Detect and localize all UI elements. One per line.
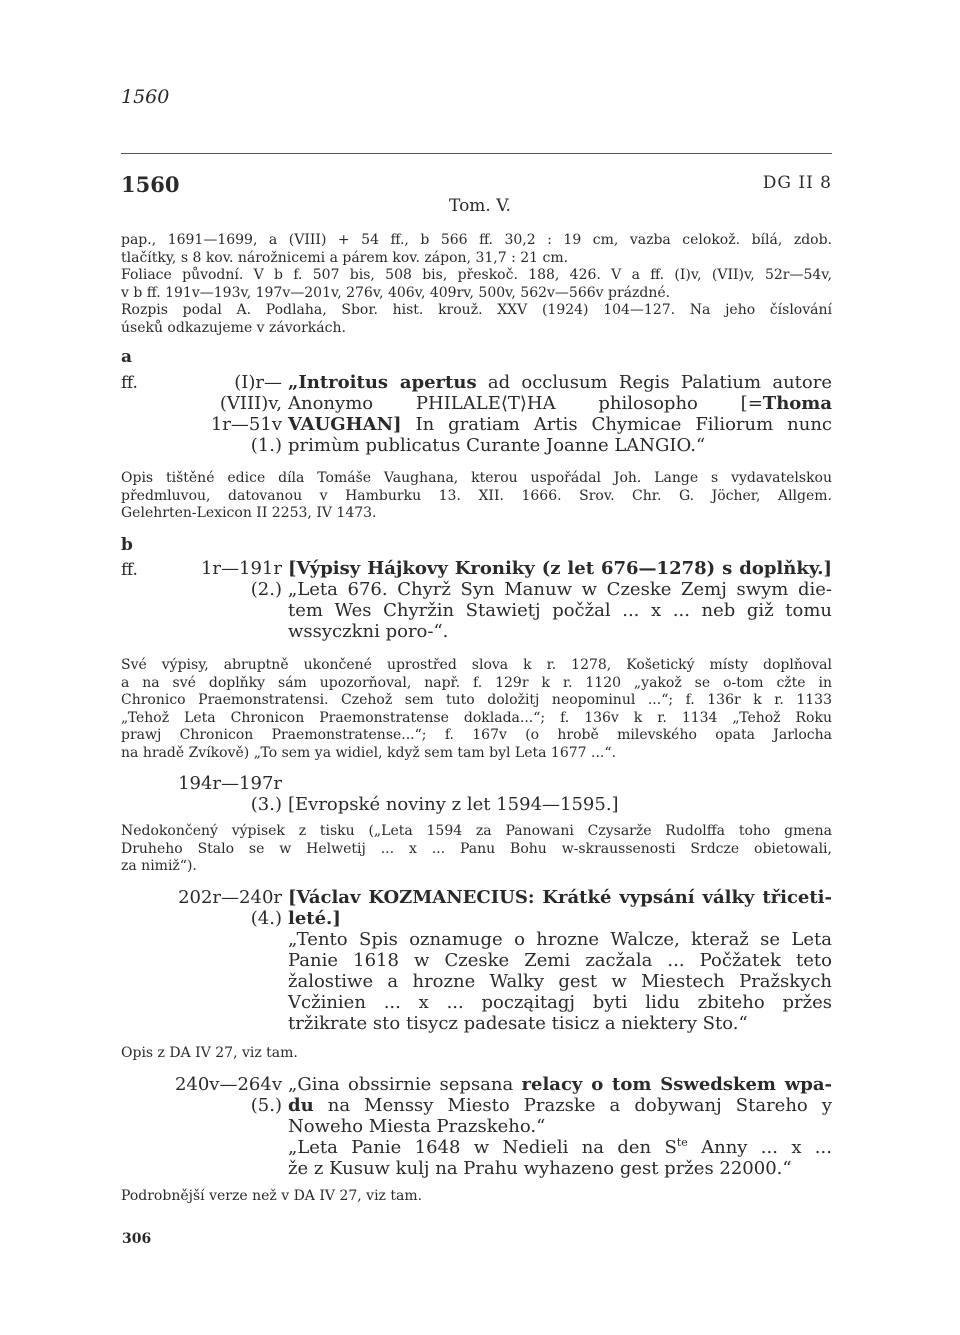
- entry-text: [288, 372, 832, 456]
- bold-emphasis: „Introitus apertus: [288, 372, 477, 393]
- header-rule: [121, 153, 832, 154]
- entry-line: primùm publicatus Curante Joanne LANGIO.“: [288, 435, 706, 456]
- bold-emphasis: Thoma: [762, 393, 832, 414]
- note-line: Své výpisy, abruptně ukončené uprostřed slova k r. 1278, Košetický místy doplňoval: [121, 657, 832, 673]
- note-line: za nimiž“).: [121, 858, 197, 874]
- item-number: (5.): [250, 1095, 282, 1116]
- item-number: (3.): [250, 794, 282, 815]
- entry-text: [288, 558, 832, 642]
- description-line: úseků odkazujeme v závorkách.: [121, 319, 346, 336]
- physical-description: [121, 232, 832, 337]
- entry-5-note: [121, 1188, 832, 1206]
- note-line: Nedokončený výpisek z tisku („Leta 1594 za Panowani Czysarže Rudolffa toho gmena: [121, 823, 832, 839]
- entry-title: leté.]: [288, 908, 341, 929]
- item-number: (1.): [250, 435, 282, 456]
- folio-line: 1r—51v: [210, 414, 282, 435]
- section-b-ff: ff.: [121, 560, 138, 580]
- entry-line: VAUGHAN] In gratiam Artis Chymicae Filiorum nunc: [288, 414, 832, 435]
- folio-line: 1r—191r: [200, 558, 282, 579]
- description-line: Foliace původní. V b f. 507 bis, 508 bis, přeskoč. 188, 426. V a ff. (I)v, (VII)v, 52r—54v,: [121, 267, 832, 283]
- entry-text: [288, 773, 832, 815]
- note-line: Druheho Stalo se w Helwetij ... x ... Panu Bohu w-skraussenosti Srdcze obietowali,: [121, 840, 832, 857]
- section-b-label: b: [121, 535, 133, 555]
- bold-emphasis: relacy o tom Sswedskem wpa-: [521, 1074, 832, 1095]
- folio-line: (I)r—: [234, 372, 282, 393]
- entry-line: Anonymo PHILALE⟨T⟩HA philosopho [=Thoma: [288, 393, 832, 414]
- folio-line: 202r—240r: [178, 887, 282, 908]
- note-line: „Tehož Leta Chronicon Praemonstratense doklada...“; f. 136v k r. 1134 „Tehož Roku: [121, 709, 832, 726]
- note-line: Chronico Praemonstratensi. Czehož sem tuto doložitj neopominul ...“; f. 136r k r. 1133: [121, 692, 832, 708]
- folio-line: 240v—264v: [174, 1074, 282, 1095]
- entry-3: [160, 773, 832, 815]
- folio-range: [160, 773, 288, 815]
- folio-range: [160, 372, 288, 456]
- entry-line: „Gina obssirnie sepsana relacy o tom Sswedskem wpa-: [288, 1074, 832, 1095]
- entry-line: „Tento Spis oznamuge o hrozne Walcze, kteraž se Leta: [288, 929, 832, 950]
- note-line: Opis z DA IV 27, viz tam.: [121, 1045, 298, 1061]
- entry-4-note: [121, 1045, 832, 1063]
- folio-range: [160, 1074, 288, 1179]
- note-line: a na své doplňky sám upozorňoval, např. f. 129r k r. 1120 „yakož se o-tom cžte in: [121, 674, 832, 691]
- shelfmark: DG II 8: [762, 173, 832, 193]
- entry-title: [Václav KOZMANECIUS: Krátké vypsání války třiceti-: [288, 887, 832, 908]
- note-line: předmluvou, datovanou v Hamburku 13. XII. 1666. Srov. Chr. G. Jöcher, Allgem.: [121, 487, 832, 504]
- bold-emphasis: VAUGHAN]: [288, 414, 402, 435]
- note-line: Podrobnější verze než v DA IV 27, viz tam.: [121, 1188, 423, 1204]
- entry-line-part: Anny ... x ...: [687, 1137, 832, 1158]
- entry-line: Noweho Miesta Prazskeho.“: [288, 1116, 546, 1137]
- bold-emphasis: du: [288, 1095, 314, 1116]
- description-line: tlačítky, s 8 kov. nárožnicemi a párem kov. zápon, 31,7 : 21 cm.: [121, 249, 569, 266]
- section-a-entry: [160, 372, 832, 456]
- entry-2-note: [121, 657, 832, 762]
- entry-4: [160, 887, 832, 1034]
- entry-number: 1560: [121, 172, 180, 197]
- volume-label: Tom. V.: [449, 196, 511, 216]
- folio-range: [160, 558, 288, 642]
- section-a-label: a: [121, 347, 133, 367]
- entry-line: žalostiwe a hrozne Walky gest w Miestech Pražskych: [288, 971, 832, 992]
- item-number: (4.): [250, 908, 282, 929]
- entry-line: wssyczkni poro-“.: [288, 621, 449, 642]
- entry-text: [288, 1074, 832, 1179]
- entry-line: Panie 1618 w Czeske Zemi zacžala ... Počžatek teto: [288, 950, 832, 971]
- entry-line: „Leta 676. Chyrž Syn Manuw w Czeske Zemj swym die-: [288, 579, 832, 600]
- entry-title: [Výpisy Hájkovy Kroniky (z let 676—1278) s doplňky.]: [288, 558, 832, 579]
- entry-line: „Introitus apertus ad occlusum Regis Palatium autore: [288, 372, 832, 393]
- note-line: Gelehrten-Lexicon II 2253, IV 1473.: [121, 505, 377, 521]
- entry-line-part: „Leta Panie 1648 w Nedieli na den S: [288, 1137, 677, 1158]
- entry-line: du na Menssy Miesto Prazske a dobywanj Stareho y: [288, 1095, 832, 1116]
- entry-5: [160, 1074, 832, 1179]
- folio-line: (VIII)v,: [219, 393, 282, 414]
- entry-line: že z Kusuw kulj na Prahu wyhazeno gest pržes 22000.“: [288, 1158, 792, 1179]
- note-line: na hradě Zvíkově) „To sem ya widiel, když sem tam byl Leta 1677 ...“.: [121, 744, 616, 761]
- entry-3-note: [121, 823, 832, 876]
- section-a-ff: ff.: [121, 373, 138, 393]
- entry-title: [Evropské noviny z let 1594—1595.]: [288, 794, 619, 815]
- description-line: Rozpis podal A. Podlaha, Sbor. hist. krouž. XXV (1924) 104—127. Na jeho číslování: [121, 302, 832, 318]
- description-line: pap., 1691—1699, a (VIII) + 54 ff., b 566 ff. 30,2 : 19 cm, vazba celokož. bílá, zdob.: [121, 232, 832, 248]
- entry-text: [288, 887, 832, 1034]
- page-number: 306: [122, 1231, 152, 1247]
- entry-line: tem Wes Chyržin Stawietj počžal ... x ... neb giž tomu: [288, 600, 832, 621]
- description-line: v b ff. 191v—193v, 197v—201v, 276v, 406v, 409rv, 500v, 562v—566v prázdné.: [121, 284, 671, 301]
- superscript: te: [676, 1136, 688, 1149]
- entry-line: tržikrate sto tisycz padesate tisicz a niektery Sto.“: [288, 1013, 748, 1034]
- folio-range: [160, 887, 288, 1034]
- item-number: (2.): [250, 579, 282, 600]
- entry-line: [288, 1137, 832, 1158]
- running-head: 1560: [121, 86, 170, 108]
- entry-2: [160, 558, 832, 642]
- entry-line: Vcžinien ... x ... począitagj byti lidu zbiteho pržes: [288, 992, 832, 1013]
- section-a-note: [121, 470, 832, 523]
- note-line: prawj Chronicon Praemonstratense...“; f. 167v (o hrobě milevského opata Jarlocha: [121, 727, 832, 743]
- note-line: Opis tištěné edice díla Tomáše Vaughana, kterou uspořádal Joh. Lange s vydavatelskou: [121, 470, 832, 486]
- folio-line: 194r—197r: [178, 773, 282, 794]
